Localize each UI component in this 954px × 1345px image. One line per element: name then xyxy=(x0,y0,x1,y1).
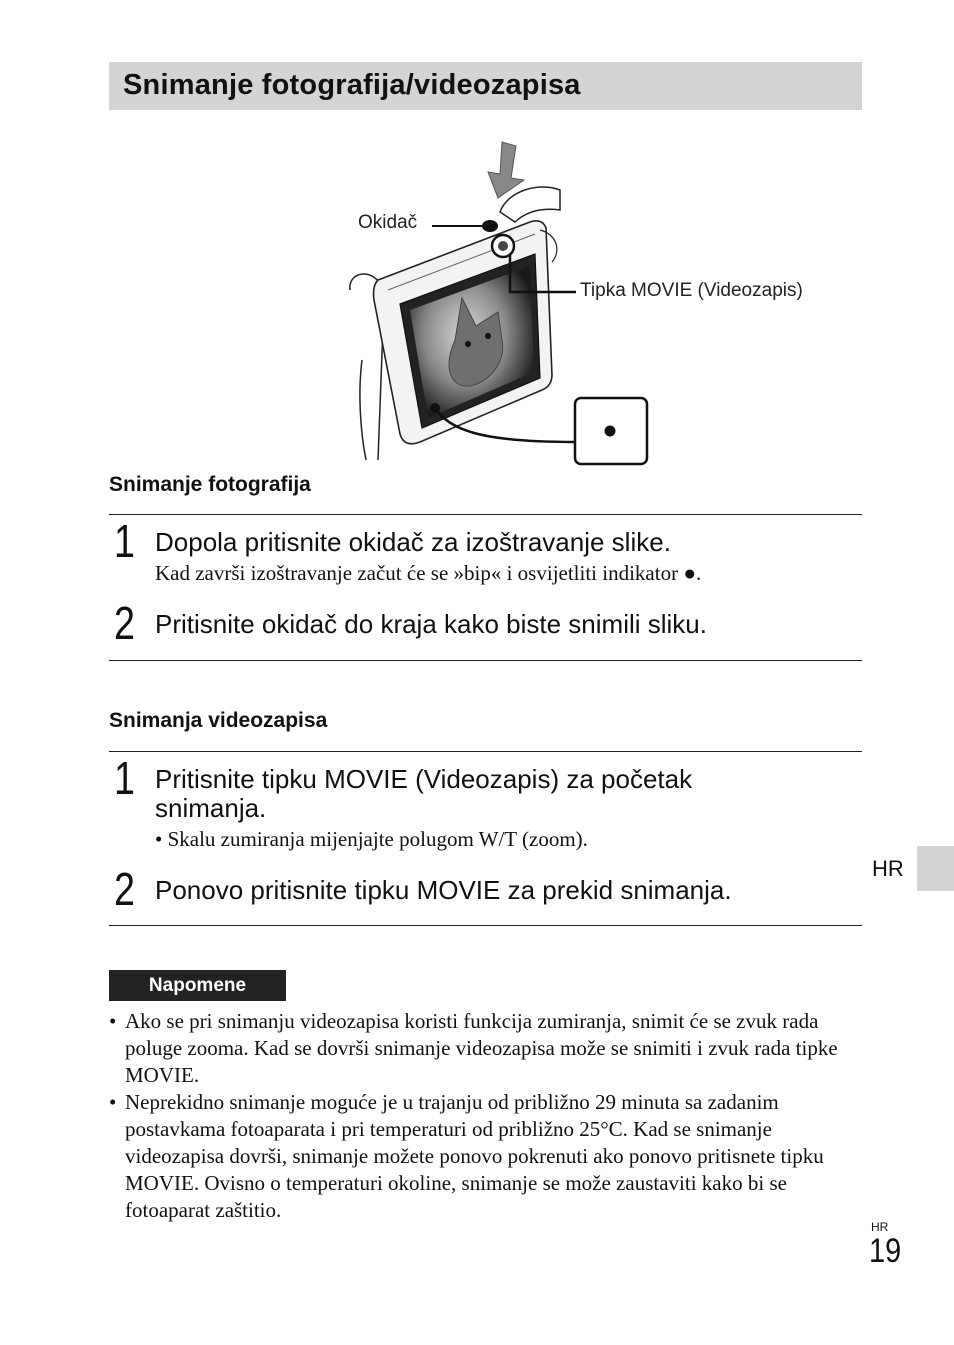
bullet: • xyxy=(109,1009,117,1033)
step-number: 1 xyxy=(114,752,135,804)
step-subtext: Kad završi izoštravanje začut će se »bip« i osvijetliti indikator ●. xyxy=(155,561,702,585)
step-number: 2 xyxy=(114,863,135,915)
step-text: Pritisnite tipku MOVIE (Videozapis) za početak snimanja. xyxy=(155,764,693,823)
shutter-label: Okidač xyxy=(358,212,418,233)
notes-list xyxy=(109,1008,869,1224)
bullet: • xyxy=(109,1090,117,1114)
divider xyxy=(109,925,862,926)
page-title: Snimanje fotografija/videozapisa xyxy=(123,69,581,101)
list-item xyxy=(109,1008,869,1089)
title-bar xyxy=(109,62,862,110)
movie-button-label: Tipka MOVIE (Videozapis) xyxy=(580,280,803,301)
step-number: 2 xyxy=(114,597,135,649)
language-tab xyxy=(917,846,954,891)
step-subtext: • Skalu zumiranja mijenjajte polugom W/T (zoom). xyxy=(155,827,588,851)
note-text: Ako se pri snimanju videozapisa koristi funkcija zumiranja, snimit će se zvuk rada poluge zooma. Kad se dovrši snimanje videozapisa može se snimiti i zvuk rada tipke MOVIE. xyxy=(125,1009,838,1087)
step-text: Dopola pritisnite okidač za izoštravanje slike. xyxy=(155,527,671,557)
focus-indicator-icon xyxy=(605,426,616,437)
notes-badge: Napomene xyxy=(109,970,286,1001)
divider xyxy=(109,514,862,515)
press-arrow-icon xyxy=(488,142,524,198)
page-language: HR xyxy=(871,1220,889,1234)
step-text: Ponovo pritisnite tipku MOVIE za prekid snimanja. xyxy=(155,875,732,905)
divider xyxy=(109,751,862,752)
note-text: Neprekidno snimanje moguće je u trajanju od približno 29 minuta sa zadanim postavkama fotoaparata i pri temperaturi od približno 25°C. Kad se snimanje videozapisa dovrši, snimanje možete ponovo pokrenuti ako ponovo pritisnete tipku MOVIE. Ovisno o temperaturi okoline, snimanje se može zaustaviti kako bi se fotoaparat zaštitio. xyxy=(125,1090,824,1222)
step-text: Pritisnite okidač do kraja kako biste snimili sliku. xyxy=(155,609,707,639)
step-number: 1 xyxy=(114,515,135,567)
language-tab-label: HR xyxy=(872,856,904,881)
photo-section-heading: Snimanje fotografija xyxy=(109,473,311,496)
page-number: 19 xyxy=(869,1232,902,1270)
video-section-heading: Snimanja videozapisa xyxy=(109,709,328,732)
divider xyxy=(109,660,862,661)
list-item xyxy=(109,1089,869,1224)
